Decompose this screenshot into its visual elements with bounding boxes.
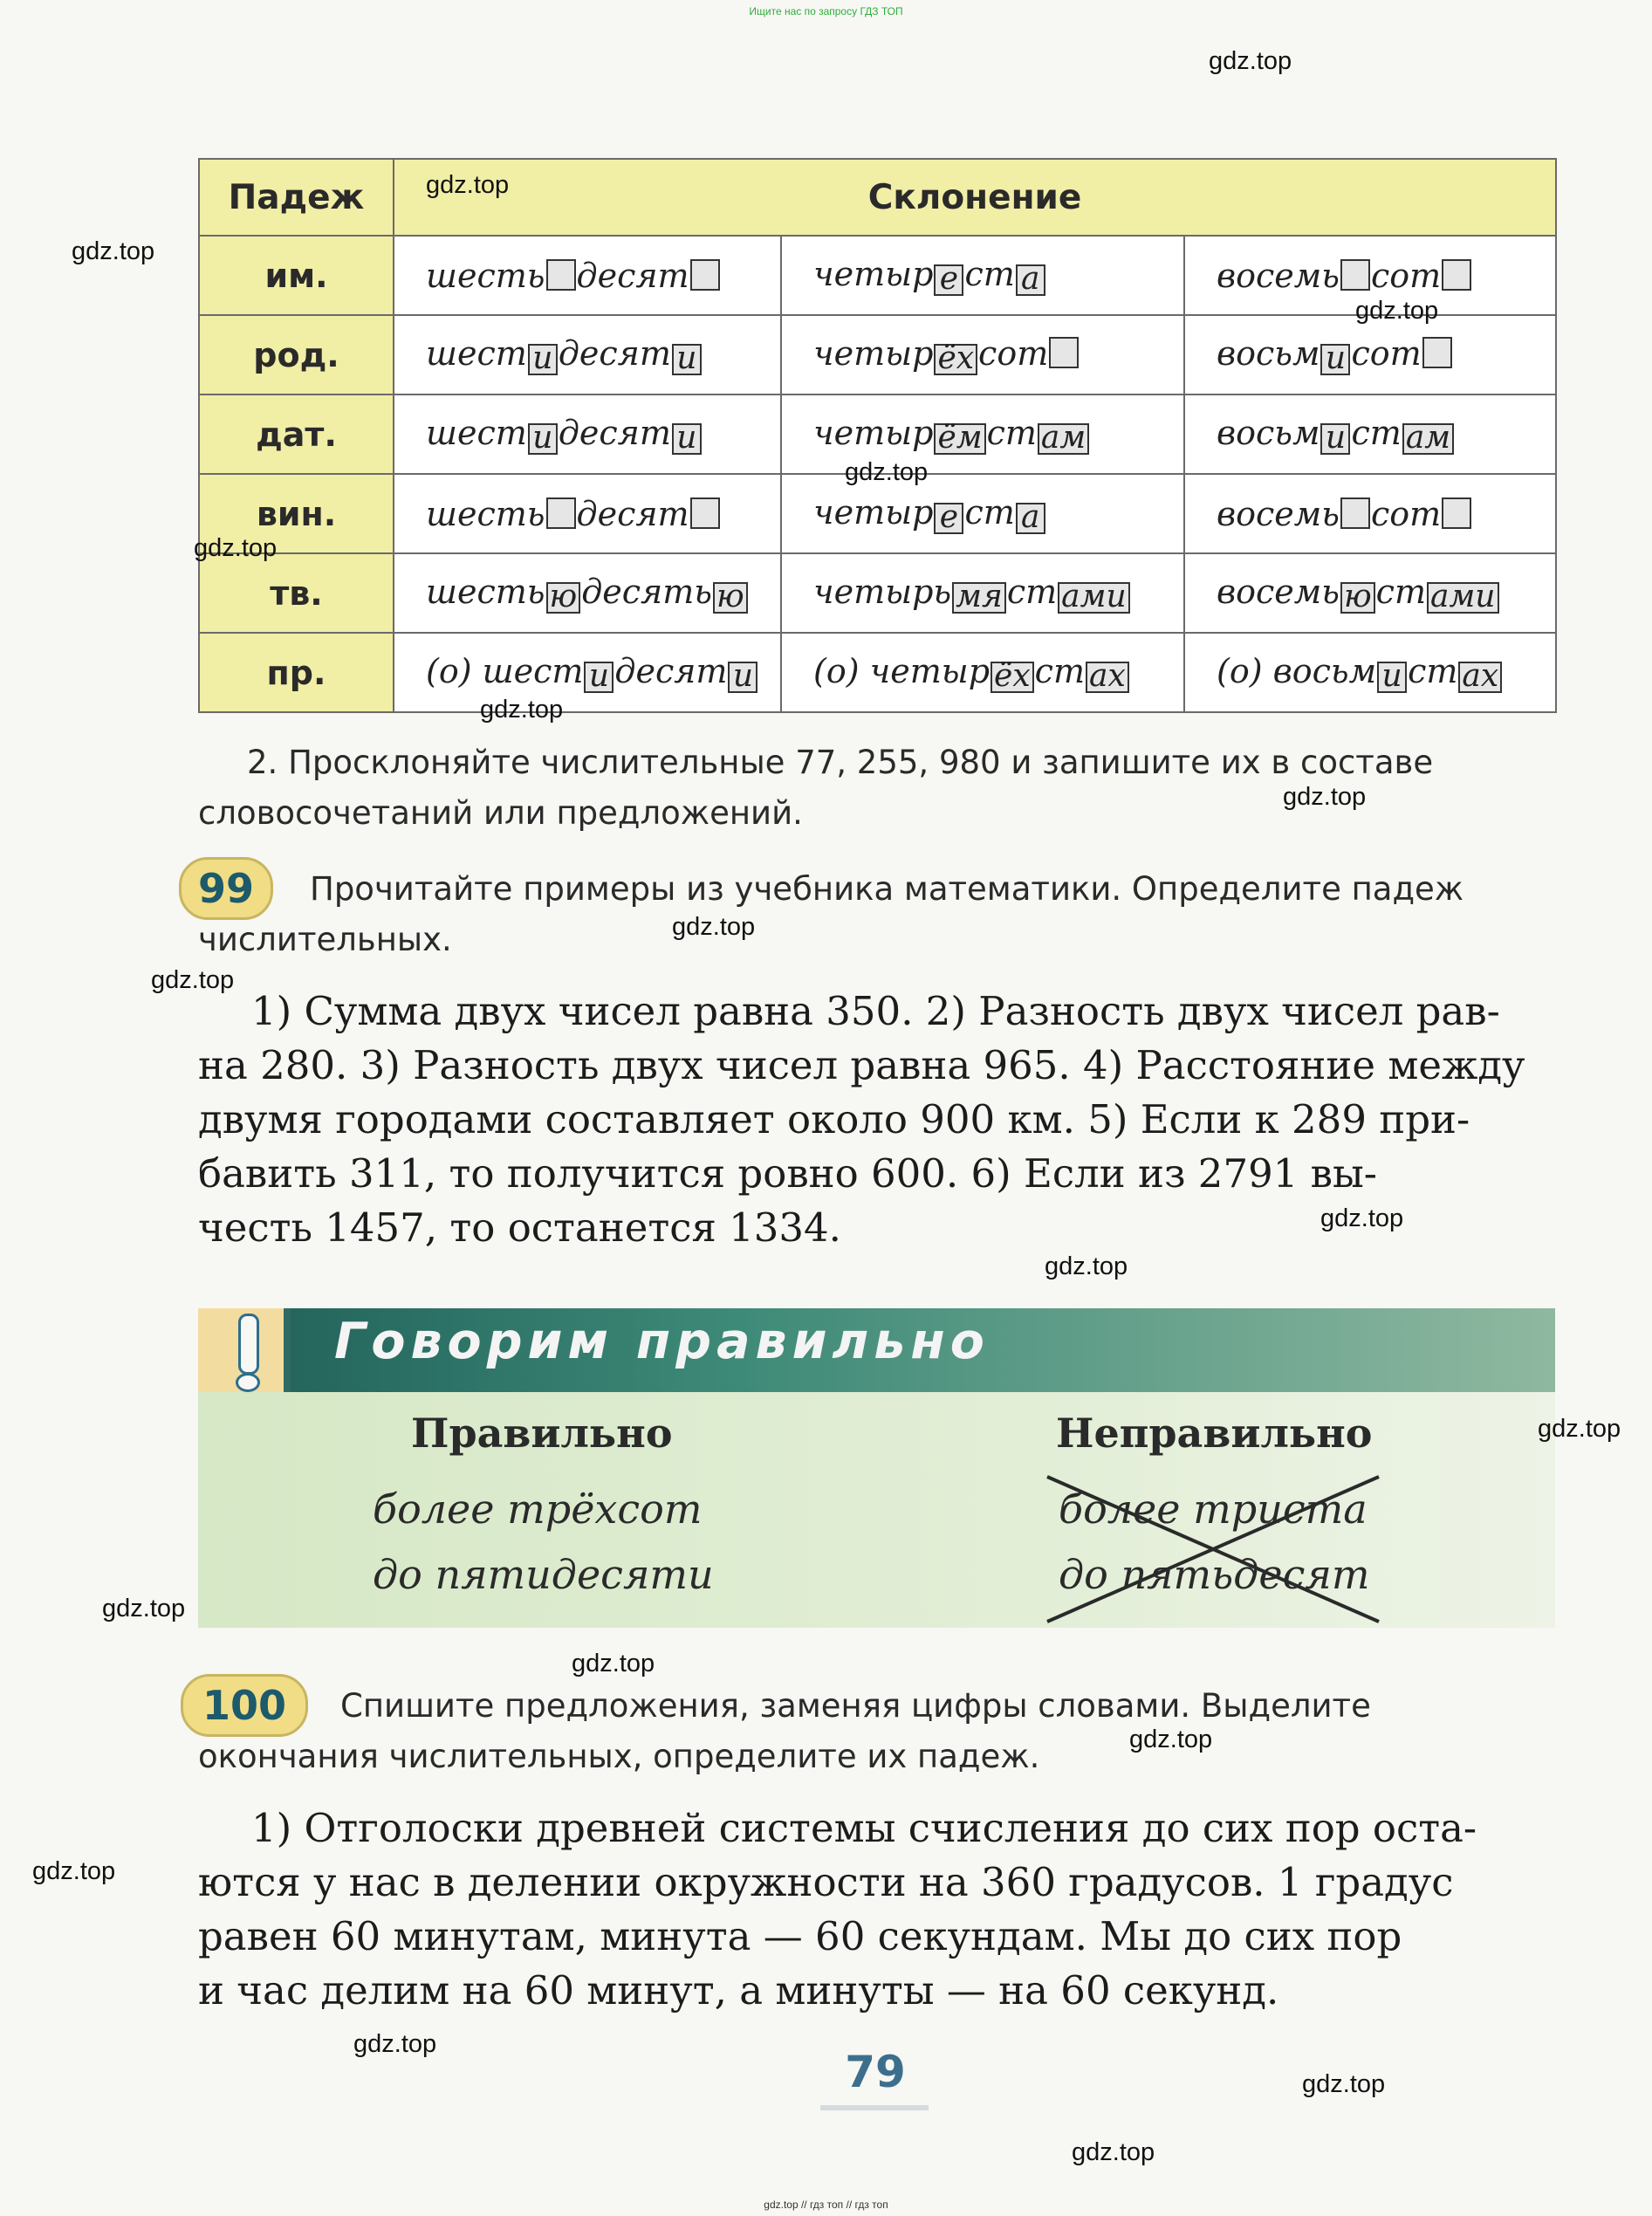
correct-heading: Правильно [411,1410,673,1457]
declension-form [394,315,781,394]
task2-line1: 2. Просклоняйте числительные 77, 255, 980 и запишите их в составе [247,744,1434,781]
ending-box: а [1016,503,1045,534]
word-stem: (о) шест [426,652,584,690]
word-stem: десят [576,494,689,533]
word-stem: (о) четыр [813,652,991,690]
ending-box: и [528,344,558,375]
top-link[interactable]: Ищите нас по запросу ГДЗ ТОП [749,5,903,17]
ending-box: и [672,344,702,375]
ending-box [1340,497,1370,529]
word-stem: четырь [813,573,952,611]
declension-form [394,553,781,633]
word-stem: четыр [813,493,934,532]
ending-box [690,259,720,291]
watermark: gdz.top [194,534,278,562]
ending-box: е [934,503,963,534]
ending-box: и [528,423,558,455]
word-stem: (о) восьм [1217,652,1377,690]
word-stem: ст [1006,573,1058,611]
word-stem: сот [1370,494,1442,533]
watermark: gdz.top [1283,783,1367,811]
ex100-line: ются у нас в делении окружности на 360 градусов. 1 градус [198,1859,1454,1905]
declension-form [1184,474,1556,553]
ending-box: ам [1402,423,1454,455]
ending-box: ам [1038,423,1089,455]
ex99-instruction-line1: Прочитайте примеры из учебника математики. Определите падеж [310,870,1464,908]
case-label: вин. [199,474,394,553]
ending-box [1049,337,1079,368]
declension-form [394,394,781,474]
ending-box: и [1377,662,1407,693]
declension-form [781,553,1184,633]
exclamation-icon [198,1308,291,1392]
word-stem: десят [558,414,671,452]
word-stem: восьм [1217,414,1320,452]
ex100-line: равен 60 минутам, минута — 60 секундам. Мы до сих пор [198,1913,1402,1959]
ex100-instruction-line1: Спишите предложения, заменяя цифры словами. Выделите [340,1687,1371,1725]
declension-form [394,474,781,553]
watermark: gdz.top [72,237,155,265]
declension-form [394,633,781,712]
word-stem: восемь [1217,494,1340,533]
incorrect-heading: Неправильно [1056,1410,1373,1457]
ending-box [1422,337,1452,368]
watermark: gdz.top [845,458,929,486]
watermark: gdz.top [572,1650,655,1677]
word-stem: шесть [426,256,545,295]
ex99-line: бавить 311, то получится ровно 600. 6) Если из 2791 вы- [198,1150,1377,1197]
watermark: gdz.top [353,2030,437,2058]
ending-box: ёх [934,344,977,375]
watermark: gdz.top [151,966,235,994]
table-row [199,633,1556,712]
watermark: gdz.top [1129,1725,1213,1753]
word-stem: четыр [813,334,934,373]
declension-form [781,315,1184,394]
correct-item: до пятидесяти [373,1551,714,1598]
watermark: gdz.top [1072,2138,1155,2166]
case-label: тв. [199,553,394,633]
ending-box: ю [546,582,581,614]
ending-box: ах [1086,662,1129,693]
ex100-line: 1) Отголоски древней системы счисления до сих пор оста- [251,1805,1477,1851]
word-stem: восьм [1217,334,1320,373]
task2-line2: словосочетаний или предложений. [198,794,803,832]
word-stem: шесть [426,494,545,533]
page-number: 79 [845,2047,906,2097]
ending-box [546,497,576,529]
ending-box: е [934,264,963,296]
word-stem: четыр [813,255,934,293]
word-stem: шесть [426,573,545,611]
watermark: gdz.top [1320,1204,1404,1232]
table-row [199,553,1556,633]
watermark: gdz.top [32,1857,116,1885]
word-stem: ст [964,255,1015,293]
ex99-line: честь 1457, то останется 1334. [198,1204,841,1251]
word-stem: сот [978,334,1049,373]
incorrect-item: более триста [1059,1485,1368,1533]
declension-form [394,236,781,315]
ending-box: ах [1458,662,1502,693]
watermark: gdz.top [1209,47,1292,75]
ending-box: ами [1427,582,1499,614]
page-number-underline [820,2105,929,2110]
declension-form [781,633,1184,712]
word-stem: восемь [1217,573,1340,611]
word-stem: десят [614,652,728,690]
say-correctly-title: Говорим правильно [334,1313,990,1370]
ending-box: ю [1340,582,1375,614]
declension-form [1184,553,1556,633]
ending-box: и [1320,344,1350,375]
watermark: gdz.top [1302,2070,1386,2098]
table-row [199,315,1556,394]
word-stem: ст [1351,414,1402,452]
word-stem: шест [426,334,527,373]
word-stem: ст [964,493,1015,532]
declension-form [1184,394,1556,474]
case-label: дат. [199,394,394,474]
word-stem: ст [1408,652,1458,690]
ending-box [1340,259,1370,291]
declension-form [1184,315,1556,394]
cross-out-mark [1038,1466,1388,1632]
declension-form [781,394,1184,474]
watermark: gdz.top [480,696,564,724]
ex99-instruction-line2: числительных. [198,921,452,958]
ending-box: и [728,662,757,693]
word-stem: сот [1370,256,1442,295]
ex99-line: на 280. 3) Разность двух чисел равна 965. 4) Расстояние между [198,1042,1525,1088]
ending-box [1442,497,1471,529]
exercise-number-99: 99 [179,857,273,920]
exercise-number-100: 100 [181,1674,308,1737]
ending-box: мя [952,582,1006,614]
watermark: gdz.top [1538,1415,1621,1443]
ending-box: ами [1058,582,1130,614]
table-header-row [199,159,1556,236]
ex100-instruction-line2: окончания числительных, определите их падеж. [198,1738,1040,1775]
declension-form [781,236,1184,315]
incorrect-item: до пятьдесят [1059,1551,1370,1598]
word-stem: сот [1351,334,1422,373]
header-declension: Склонение [394,159,1556,236]
header-case: Падеж [199,159,394,236]
ending-box [546,259,576,291]
word-stem: восемь [1217,256,1340,295]
bottom-link[interactable]: gdz.top // гдз топ // гдз топ [764,2199,888,2211]
declension-form [1184,633,1556,712]
word-stem: десят [576,256,689,295]
word-stem: ст [1034,652,1085,690]
word-stem: четыр [813,414,934,452]
declension-form [781,474,1184,553]
correct-item: более трёхсот [373,1485,703,1533]
word-stem: шест [426,414,527,452]
declension-table [198,158,1557,713]
word-stem: десять [581,573,712,611]
word-stem: ст [986,414,1037,452]
ending-box [690,497,720,529]
watermark: gdz.top [1355,297,1439,325]
ending-box [1442,259,1471,291]
ending-box: а [1016,264,1045,296]
ending-box: и [672,423,702,455]
watermark: gdz.top [1045,1252,1128,1280]
ex100-line: и час делим на 60 минут, а минуты — на 60 секунд. [198,1967,1279,2014]
case-label: им. [199,236,394,315]
ex99-line: двумя городами составляет около 900 км. 5) Если к 289 при- [198,1096,1470,1142]
ending-box: ю [713,582,748,614]
ending-box: и [1320,423,1350,455]
ex99-line: 1) Сумма двух чисел равна 350. 2) Разность двух чисел рав- [251,988,1500,1034]
watermark: gdz.top [102,1595,186,1623]
word-stem: десят [558,334,671,373]
table-row [199,236,1556,315]
watermark: gdz.top [426,171,510,199]
case-label: пр. [199,633,394,712]
watermark: gdz.top [672,913,756,941]
ending-box: ём [934,423,985,455]
word-stem: ст [1375,573,1426,611]
case-label: род. [199,315,394,394]
ending-box: ёх [991,662,1034,693]
ending-box: и [584,662,614,693]
